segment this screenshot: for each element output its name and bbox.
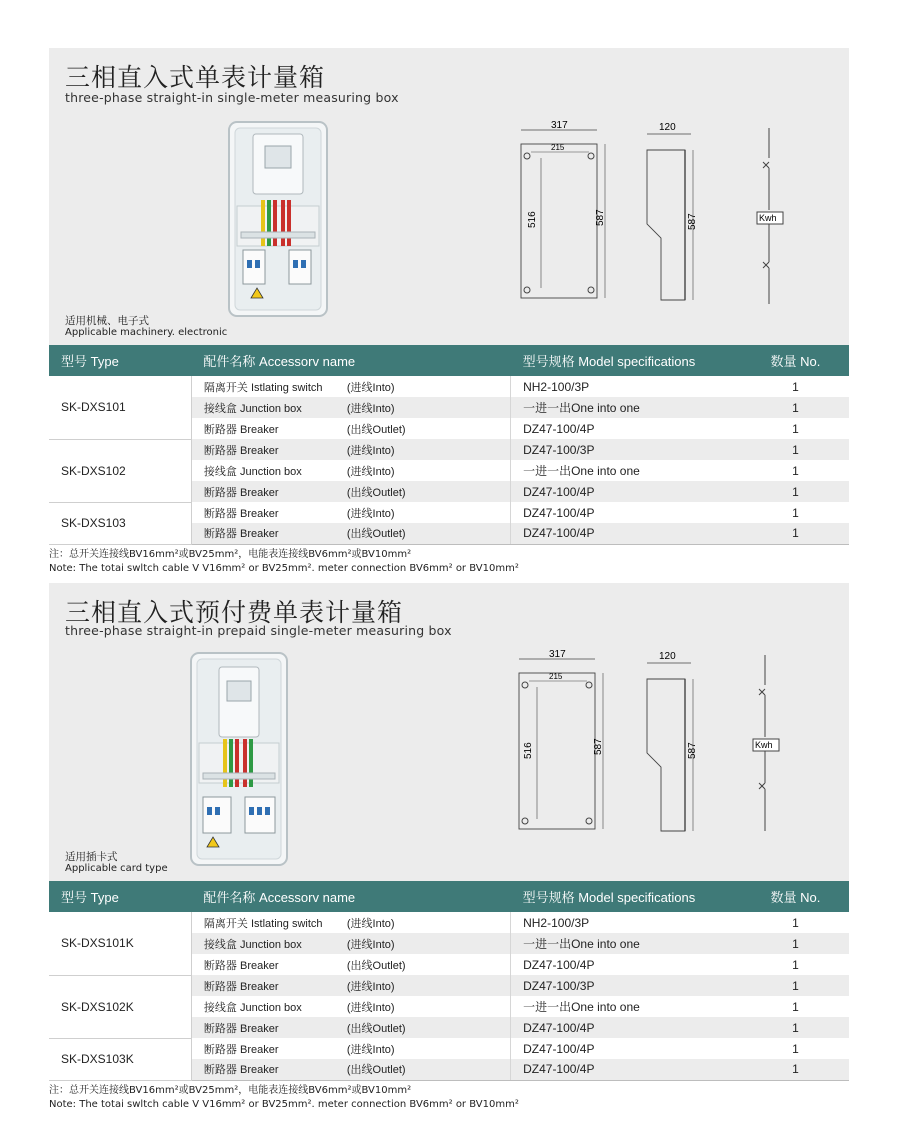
direction-cell: (出线Outlet): [346, 959, 406, 972]
spec-cell: DZ47-100/4P: [511, 523, 742, 544]
section-title-cn: 三相直入式单表计量箱: [65, 63, 326, 92]
spec-cell: 一进一出One into one: [511, 397, 742, 418]
front-dimension-drawing: [513, 120, 609, 308]
spec-cell: DZ47-100/3P: [511, 975, 742, 996]
accessory-cell: 断路器 Breaker: [191, 975, 338, 996]
dim-height-label: 587: [593, 738, 604, 755]
direction-cell: (进线Into): [339, 439, 511, 460]
qty-cell: 1: [792, 957, 799, 972]
accessory-cell: 断路器 Breaker: [191, 523, 338, 544]
header-accessory: 配件名称 Accessorv name: [191, 881, 510, 912]
note-en: Note: The totai swltch cable V V16mm² or BV25mm². meter connection BV6mm² or BV10mm²: [49, 1099, 519, 1110]
note-cn: 注：总开关连接线BV16mm²或BV25mm²，电能表连接线BV6mm²或BV10mm²: [49, 549, 412, 560]
spec-cell: 一进一出One into one: [511, 933, 742, 954]
direction-cell: (进线Into): [339, 975, 511, 996]
direction-cell: (出线Outlet): [346, 423, 406, 436]
header-spec: 型号规格 Model specifications: [511, 881, 742, 912]
direction-cell: (出线Outlet): [339, 1059, 511, 1080]
qty-cell: 1: [792, 463, 799, 478]
product-panel-1: [49, 48, 849, 345]
meter-box-photo: [227, 120, 329, 318]
qty-cell: 1: [742, 397, 849, 418]
qty-cell: 1: [742, 933, 849, 954]
prepaid-meter-box-photo: [189, 651, 289, 867]
note-en: Note: The totai swltch cable V V16mm² or BV25mm². meter connection BV6mm² or BV10mm²: [49, 563, 519, 574]
direction-cell: (出线Outlet): [339, 481, 511, 502]
qty-cell: 1: [792, 999, 799, 1014]
meter-kwh-label: Kwh: [755, 740, 773, 750]
side-dimension-drawing: [641, 120, 699, 308]
spec-cell: DZ47-100/4P: [511, 1038, 742, 1059]
dim-height-label: 587: [595, 209, 606, 226]
spec-cell: DZ47-100/4P: [511, 1059, 742, 1080]
header-qty: 数量 No.: [742, 345, 849, 376]
dim-depth-label: 120: [659, 651, 676, 662]
spec-cell: DZ47-100/4P: [511, 481, 742, 502]
table-row: [49, 376, 849, 397]
model-cell: SK-DXS101: [49, 376, 191, 439]
accessory-cell: 断路器 Breaker: [191, 439, 338, 460]
header-type: 型号 Type: [49, 345, 191, 376]
caption-cn: 适用机械、电子式: [65, 315, 149, 327]
accessory-cell: 断路器 Breaker: [203, 959, 279, 972]
spec-cell: 一进一出One into one: [511, 460, 742, 481]
direction-cell: (进线Into): [346, 1043, 395, 1056]
direction-cell: (进线Into): [339, 397, 511, 418]
accessory-cell: 断路器 Breaker: [203, 1043, 279, 1056]
accessory-cell: 接线盒 Junction box: [203, 1001, 302, 1014]
direction-cell: (进线Into): [346, 1001, 395, 1014]
accessory-cell: 接线盒 Junction box: [191, 933, 338, 954]
caption-cn: 适用插卡式: [65, 851, 118, 863]
qty-cell: 1: [792, 1041, 799, 1056]
accessory-cell: 断路器 Breaker: [203, 507, 279, 520]
qty-cell: 1: [742, 1059, 849, 1080]
dim-hole-label: 516: [527, 211, 538, 228]
accessory-cell: 接线盒 Junction box: [191, 397, 338, 418]
qty-cell: 1: [742, 439, 849, 460]
table-header: [49, 345, 849, 376]
header-spec: 型号规格 Model specifications: [511, 345, 742, 376]
product-panel-2: [49, 583, 849, 881]
note-cn: 注：总开关连接线BV16mm²或BV25mm²，电能表连接线BV6mm²或BV10mm²: [49, 1085, 412, 1096]
spec-cell: DZ47-100/3P: [511, 439, 742, 460]
accessory-cell: 断路器 Breaker: [191, 1017, 338, 1038]
front-dimension-drawing: [513, 649, 609, 839]
dim-width-label: 317: [551, 120, 568, 131]
accessory-cell: 隔离开关 Istlating switch: [203, 917, 323, 930]
accessory-cell: 断路器 Breaker: [191, 1059, 338, 1080]
spec-cell: NH2-100/3P: [511, 912, 742, 933]
qty-cell: 1: [792, 421, 799, 436]
section-title-cn: 三相直入式预付费单表计量箱: [65, 598, 404, 627]
dim-hole-label: 516: [523, 742, 534, 759]
direction-cell: (进线Into): [339, 933, 511, 954]
accessory-cell: 断路器 Breaker: [191, 481, 338, 502]
header-type: 型号 Type: [49, 881, 191, 912]
caption-en: Applicable card type: [65, 863, 168, 874]
spec-cell: NH2-100/3P: [511, 376, 742, 397]
qty-cell: 1: [742, 1017, 849, 1038]
model-cell: SK-DXS102K: [49, 975, 191, 1038]
qty-cell: 1: [742, 523, 849, 544]
header-qty: 数量 No.: [742, 881, 849, 912]
accessory-cell: 断路器 Breaker: [203, 423, 279, 436]
table-header: [49, 881, 849, 912]
table-row: [49, 502, 849, 523]
spec-cell: DZ47-100/4P: [511, 954, 742, 975]
dim-depth-label: 120: [659, 122, 676, 133]
spec-cell: DZ47-100/4P: [511, 418, 742, 439]
spec-cell: DZ47-100/4P: [511, 1017, 742, 1038]
model-cell: SK-DXS103: [49, 502, 191, 544]
qty-cell: 1: [792, 915, 799, 930]
table-row: [49, 912, 849, 933]
dim-side-height-label: 587: [687, 742, 698, 759]
caption-en: Applicable machinery. electronic: [65, 327, 228, 338]
spec-cell: DZ47-100/4P: [511, 502, 742, 523]
direction-cell: (进线Into): [346, 381, 395, 394]
spec-table-1: [49, 345, 849, 545]
model-cell: SK-DXS101K: [49, 912, 191, 975]
dim-inner-label: 215: [549, 672, 563, 681]
section-title-en: three-phase straight-in single-meter measuring box: [65, 90, 399, 105]
model-cell: SK-DXS103K: [49, 1038, 191, 1080]
wiring-schematic: [749, 128, 789, 308]
model-cell: SK-DXS102: [49, 439, 191, 502]
section-title-en: three-phase straight-in prepaid single-meter measuring box: [65, 623, 452, 638]
dim-inner-label: 215: [551, 143, 565, 152]
dim-side-height-label: 587: [687, 213, 698, 230]
qty-cell: 1: [742, 975, 849, 996]
wiring-schematic: [745, 655, 785, 835]
accessory-cell: 隔离开关 Istlating switch: [203, 381, 323, 394]
table-row: [49, 975, 849, 996]
spec-table-2: [49, 881, 849, 1081]
direction-cell: (进线Into): [346, 465, 395, 478]
header-accessory: 配件名称 Accessorv name: [191, 345, 510, 376]
direction-cell: (出线Outlet): [339, 1017, 511, 1038]
qty-cell: 1: [792, 379, 799, 394]
dim-width-label: 317: [549, 649, 566, 660]
table-row: [49, 1038, 849, 1059]
spec-cell: 一进一出One into one: [511, 996, 742, 1017]
direction-cell: (进线Into): [346, 917, 395, 930]
qty-cell: 1: [742, 481, 849, 502]
qty-cell: 1: [792, 505, 799, 520]
direction-cell: (进线Into): [346, 507, 395, 520]
meter-kwh-label: Kwh: [759, 213, 777, 223]
table-row: [49, 439, 849, 460]
side-dimension-drawing: [641, 649, 699, 839]
direction-cell: (出线Outlet): [339, 523, 511, 544]
accessory-cell: 接线盒 Junction box: [203, 465, 302, 478]
